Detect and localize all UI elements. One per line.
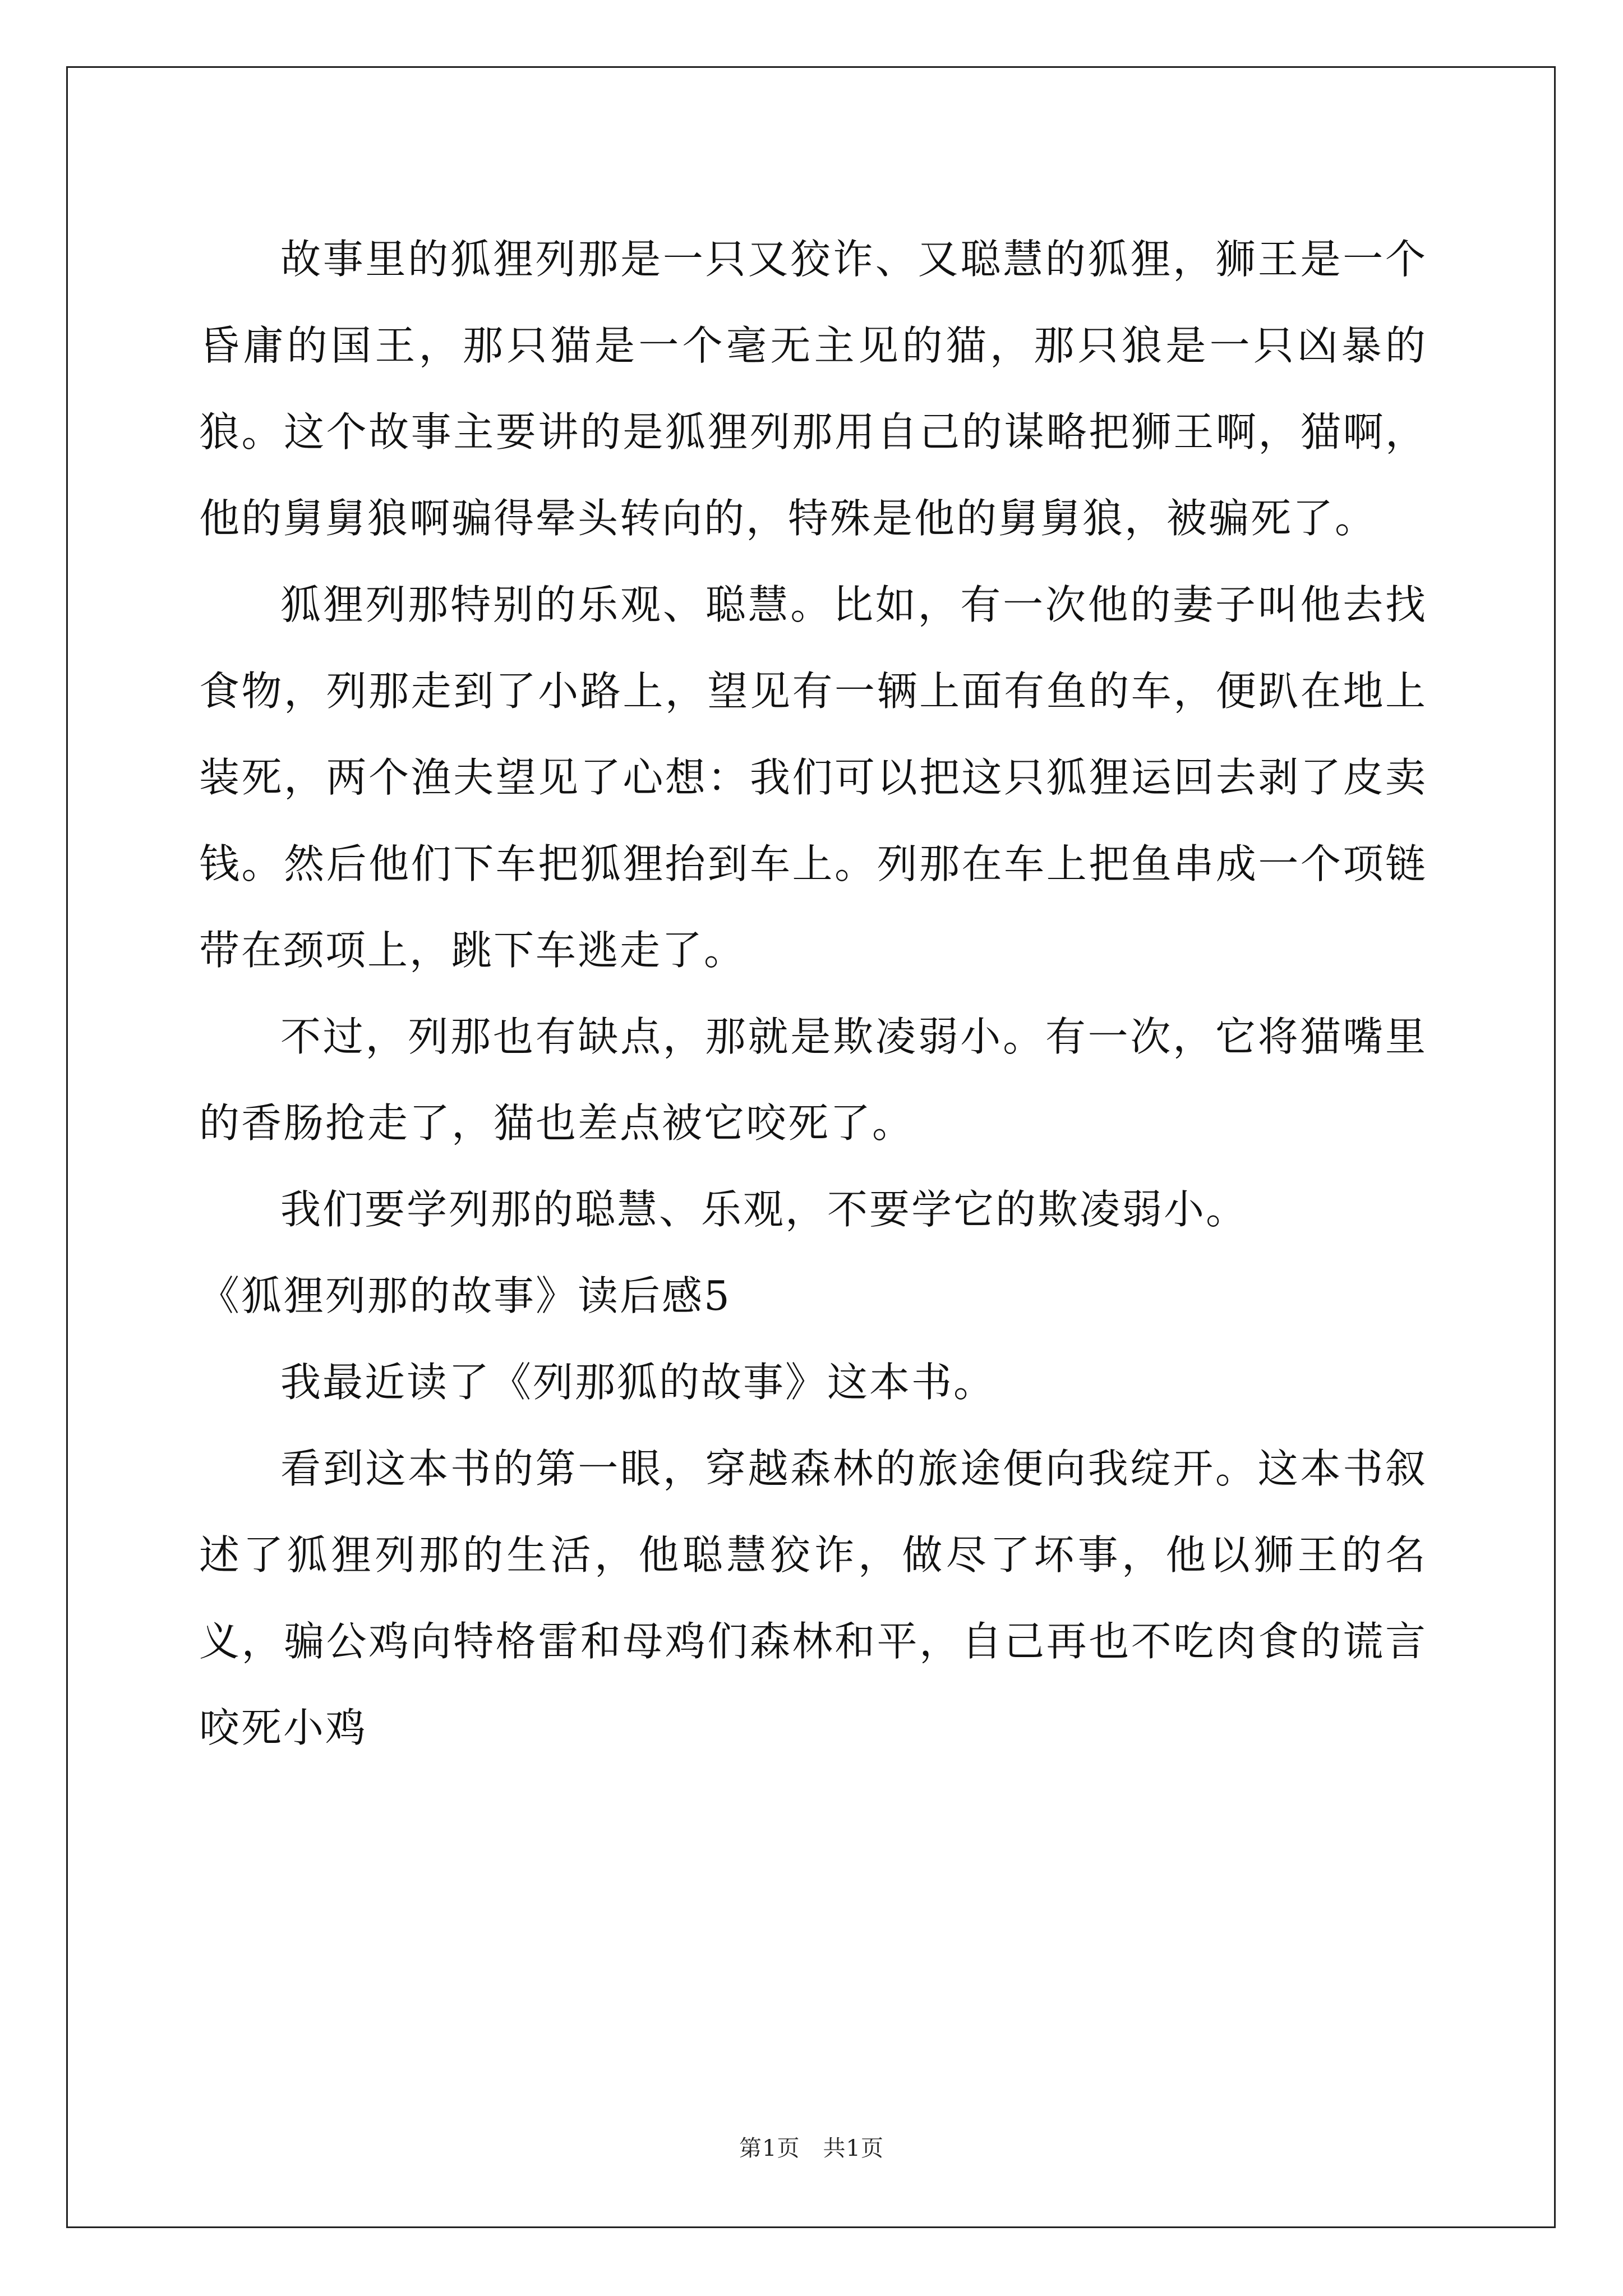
paragraph-5: 我最近读了《列那狐的故事》这本书。	[280, 1359, 996, 1406]
paragraph-3: 不过，列那也有缺点，那就是欺凌弱小。有一次，它将猫嘴里的香肠抢走了，猫也差点被它咬死了。	[199, 1013, 1427, 1147]
section-heading: 《狐狸列那的故事》读后感5	[199, 1272, 731, 1319]
document-body	[199, 216, 1427, 1771]
paragraph-6: 看到这本书的第一眼，穿越森林的旅途便向我绽开。这本书叙述了狐狸列那的生活，他聪慧狡诈，做尽了坏事，他以狮王的名义，骗公鸡向特格雷和母鸡们森林和平，自己再也不吃肉食的谎言咬死小鸡	[199, 1445, 1427, 1751]
page-footer: 第1页 共1页	[739, 2136, 884, 2161]
paragraph-4: 我们要学列那的聪慧、乐观，不要学它的欺凌弱小。	[280, 1186, 1248, 1233]
paragraph-1: 故事里的狐狸列那是一只又狡诈、又聪慧的狐狸，狮王是一个昏庸的国王，那只猫是一个毫无主见的猫，那只狼是一只凶暴的狼。这个故事主要讲的是狐狸列那用自己的谋略把狮王啊，猫啊，他的舅舅狼啊骗得晕头转向的，特殊是他的舅舅狼，被骗死了。	[199, 236, 1427, 542]
paragraph-2: 狐狸列那特别的乐观、聪慧。比如，有一次他的妻子叫他去找食物，列那走到了小路上，望见有一辆上面有鱼的车，便趴在地上装死，两个渔夫望见了心想：我们可以把这只狐狸运回去剥了皮卖钱。然后他们下车把狐狸抬到车上。列那在车上把鱼串成一个项链带在颈项上，跳下车逃走了。	[199, 581, 1427, 974]
